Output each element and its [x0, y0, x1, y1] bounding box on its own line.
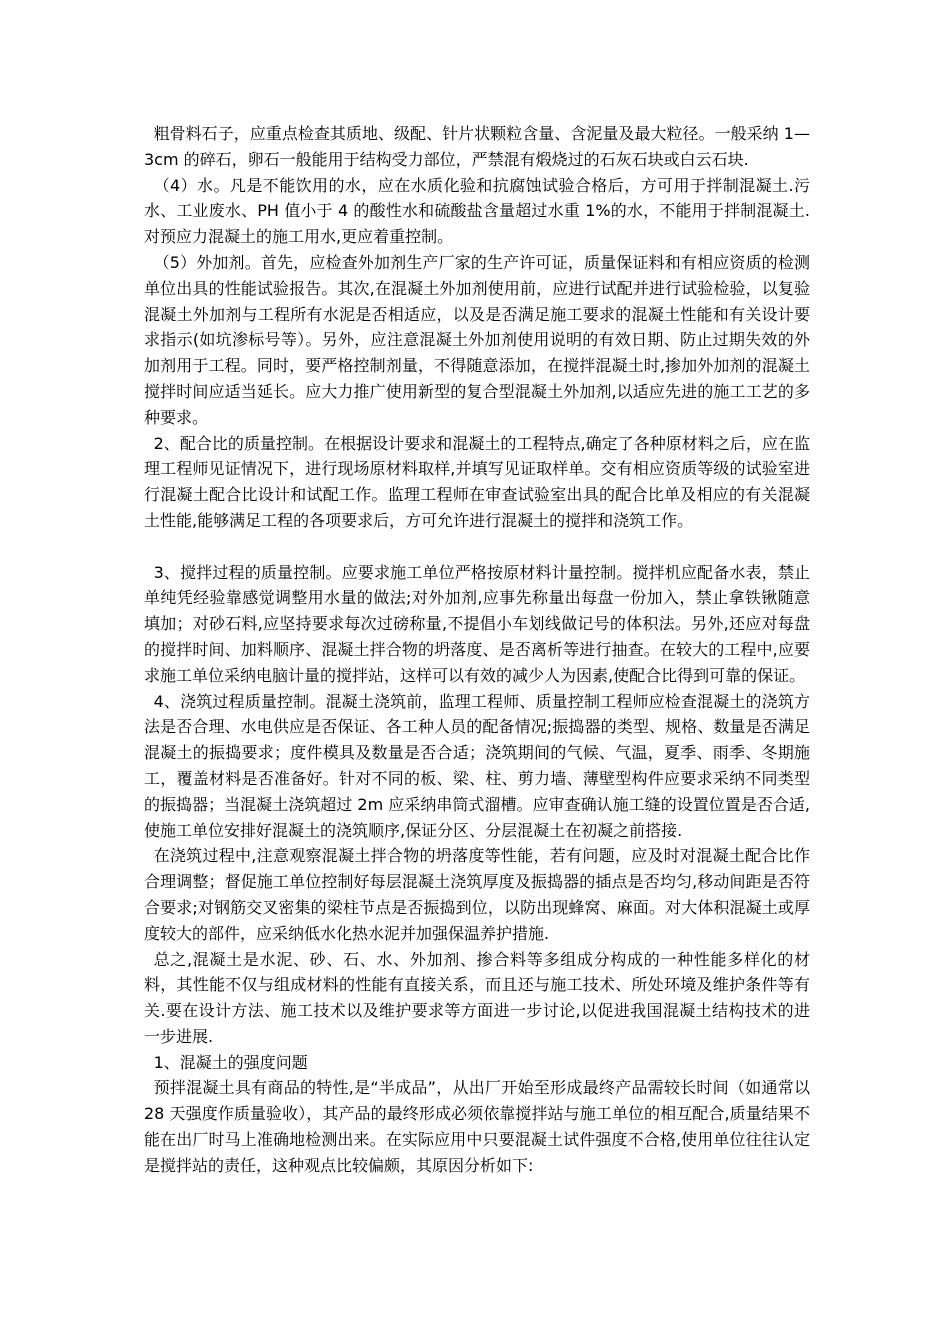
document-body [144, 121, 810, 1179]
paragraph-coarse-aggregate: 粗骨料石子，应重点检查其质地、级配、针片状颗粒含量、含泥量及最大粒径。一般采纳 1—3cm 的碎石，卵石一般能用于结构受力部位，严禁混有煅烧过的石灰石块或白云石块. [144, 124, 810, 169]
paragraph-admixture: （5）外加剂。首先，应检查外加剂生产厂家的生产许可证，质量保证料和有相应资质的检测单位出具的性能试验报告。其次,在混凝土外加剂使用前，应进行试配并进行试验检验，以复验混凝土外加剂与工程所有水泥是否相适应，以及是否满足施工要求的混凝土性能和有关设计要求指示(如坑渗标号等）。另外，应注意混凝土外加剂使用说明的有效日期、防止过期失效的外加剂用于工程。同时，要严格控制剂量，不得随意添加，在搅拌混凝土时,掺加外加剂的混凝土搅拌时间应适当延长。应大力推广使用新型的复合型混凝土外加剂,以适应先进的施工工艺的多种要求。 [144, 252, 810, 427]
paragraph-mix-ratio-control: 2、配合比的质量控制。在根据设计要求和混凝土的工程特点,确定了各种原材料之后，应在监理工程师见证情况下，进行现场原材料取样,并填写见证取样单。交有相应资质等级的试验室进行混凝土配合比设计和试配工作。监理工程师在审查试验室出具的配合比单及相应的有关混凝土性能,能够满足工程的各项要求后，方可允许进行混凝土的搅拌和浇筑工作。 [144, 433, 810, 530]
paragraph-summary: 总之,混凝土是水泥、砂、石、水、外加剂、掺合料等多组成分构成的一种性能多样化的材料，其性能不仅与组成材料的性能有直接关系，而且还与施工技术、所处环境及维护条件等有关.要在设计方法、施工技术以及维护要求等方面进一步讨论,以促进我国混凝土结构技术的进一步进展. [144, 949, 810, 1046]
paragraph-ready-mix: 预拌混凝土具有商品的特性,是“半成品”，从出厂开始至形成最终产品需较长时间（如通常以 28 天强度作质量验收），其产品的最终形成必须依靠搅拌站与施工单位的相互配合,质量结果不能在出厂时马上准确地检测出来。在实际应用中只要混凝土试件强度不合格,使用单位往往认定是搅拌站的责任，这种观点比较偏颇，其原因分析如下: [144, 1078, 810, 1175]
paragraph-pouring-observation: 在浇筑过程中,注意观察混凝土拌合物的坍落度等性能，若有问题，应及时对混凝土配合比作合理调整；督促施工单位控制好每层混凝土浇筑厚度及振捣器的插点是否均匀,移动间距是否符合要求;对钢筋交叉密集的梁柱节点是否振捣到位，以防出现蜂窝、麻面。对大体积混凝土或厚度较大的部件，应采纳低水化热水泥并加强保温养护措施. [144, 846, 810, 943]
paragraph-water: （4）水。凡是不能饮用的水，应在水质化验和抗腐蚀试验合格后，方可用于拌制混凝土.污水、工业废水、PH 值小于 4 的酸性水和硫酸盐含量超过水重 1%的水，不能用于拌制混凝土.对预应力混凝土的施工用水,更应着重控制。 [144, 175, 810, 247]
paragraph-pouring-control: 4、浇筑过程质量控制。混凝土浇筑前，监理工程师、质量控制工程师应检查混凝土的浇筑方法是否合理、水电供应是否保证、各工种人员的配备情况;振捣器的类型、规格、数量是否满足混凝土的振捣要求；度件模具及数量是否合适；浇筑期间的气候、气温，夏季、雨季、冬期施工，覆盖材料是否准备好。针对不同的板、梁、柱、剪力墙、薄壁型构件应要求采纳不同类型的振捣器；当混凝土浇筑超过 2m 应采纳串筒式溜槽。应审查确认施工缝的设置位置是否合适,使施工单位安排好混凝土的浇筑顺序,保证分区、分层混凝土在初凝之前搭接. [144, 691, 810, 840]
section-heading-strength: 1、混凝土的强度问题 [153, 1052, 308, 1072]
paragraph-mixing-control: 3、搅拌过程的质量控制。应要求施工单位严格按原材料计量控制。搅拌机应配备水表，禁止单纯凭经验靠感觉调整用水量的做法;对外加剂,应事先称量出每盘一份加入，禁止拿铁锹随意填加；对砂石料,应坚持要求每次过磅称量,不提倡小车划线做记号的体积法。另外,还应对每盘的搅拌时间、加料顺序、混凝土拌合物的坍落度、是否离析等进行抽查。在较大的工程中,应要求施工单位采纳电脑计量的搅拌站，这样可以有效的减少人为因素,使配合比得到可靠的保证。 [144, 562, 810, 685]
